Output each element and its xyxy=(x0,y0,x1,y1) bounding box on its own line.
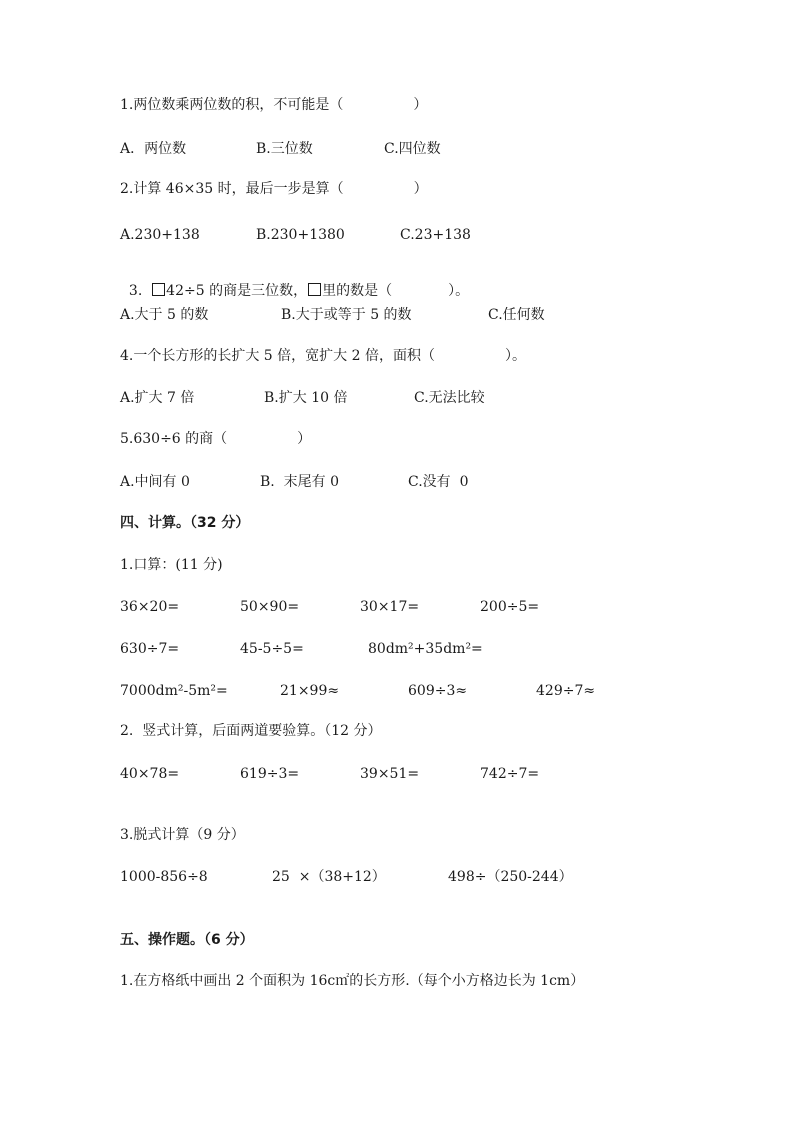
question-4-stem: 4.一个长方形的长扩大 5 倍，宽扩大 2 倍，面积（ ）。 xyxy=(120,348,526,364)
oral-calc-item: 30×17= xyxy=(360,599,420,615)
question-5-option-b: B. 末尾有 0 xyxy=(260,474,339,490)
oral-calc-item: 7000dm²-5m²= xyxy=(120,683,228,699)
stepwise-calc-item: 1000-856÷8 xyxy=(120,869,208,885)
question-3-number: 3. xyxy=(128,283,152,299)
question-5-option-c: C.没有 0 xyxy=(408,474,469,490)
question-2-option-b: B.230+1380 xyxy=(256,227,345,243)
blank-box-icon xyxy=(308,283,321,296)
question-3-text-b: 里的数是（ ）。 xyxy=(322,283,470,299)
oral-calc-item: 45-5÷5= xyxy=(240,641,304,657)
stepwise-calc-item: 498÷（250-244） xyxy=(448,869,573,885)
question-1-option-b: B.三位数 xyxy=(256,141,313,157)
vertical-calc-item: 619÷3= xyxy=(240,766,300,782)
question-5-stem: 5.630÷6 的商（ ） xyxy=(120,431,312,447)
blank-box-icon xyxy=(152,283,165,296)
vertical-calc-title: 2. 竖式计算，后面两道要验算。（12 分） xyxy=(120,723,382,739)
question-2-stem: 2.计算 46×35 时，最后一步是算（ ） xyxy=(120,181,428,197)
stepwise-calc-item: 25 ×（38+12） xyxy=(272,869,386,885)
oral-calc-item: 50×90= xyxy=(240,599,300,615)
question-3-stem xyxy=(120,264,469,300)
vertical-calc-item: 39×51= xyxy=(360,766,420,782)
question-1-stem: 1.两位数乘两位数的积，不可能是（ ） xyxy=(120,97,428,113)
oral-calc-title: 1.口算：(11 分) xyxy=(120,557,223,573)
oral-calc-item: 630÷7= xyxy=(120,641,180,657)
vertical-calc-item: 40×78= xyxy=(120,766,180,782)
question-4-option-b: B.扩大 10 倍 xyxy=(264,390,348,406)
question-3-option-a: A.大于 5 的数 xyxy=(120,307,209,323)
oral-calc-item: 609÷3≈ xyxy=(408,683,468,699)
oral-calc-item: 21×99≈ xyxy=(280,683,340,699)
operation-question-1: 1.在方格纸中画出 2 个面积为 16c㎡的长方形.（每个小方格边长为 1cm） xyxy=(120,973,585,989)
section-5-heading: 五、操作题。（6 分） xyxy=(120,932,254,948)
oral-calc-item: 80dm²+35dm²= xyxy=(368,641,483,657)
vertical-calc-item: 742÷7= xyxy=(480,766,540,782)
question-3-option-b: B.大于或等于 5 的数 xyxy=(281,307,412,323)
question-4-option-c: C.无法比较 xyxy=(414,390,485,406)
oral-calc-item: 429÷7≈ xyxy=(536,683,596,699)
question-5-option-a: A.中间有 0 xyxy=(120,474,190,490)
question-3-option-c: C.任何数 xyxy=(488,307,545,323)
section-4-heading: 四、计算。（32 分） xyxy=(120,515,250,531)
question-1-option-a: A．两位数 xyxy=(120,141,187,157)
question-3-text-a: 42÷5 的商是三位数， xyxy=(166,283,308,299)
question-2-option-c: C.23+138 xyxy=(400,227,471,243)
question-1-option-c: C.四位数 xyxy=(384,141,441,157)
question-4-option-a: A.扩大 7 倍 xyxy=(120,390,195,406)
stepwise-calc-title: 3.脱式计算（9 分） xyxy=(120,827,245,843)
oral-calc-item: 200÷5= xyxy=(480,599,540,615)
oral-calc-item: 36×20= xyxy=(120,599,180,615)
question-2-option-a: A.230+138 xyxy=(120,227,200,243)
